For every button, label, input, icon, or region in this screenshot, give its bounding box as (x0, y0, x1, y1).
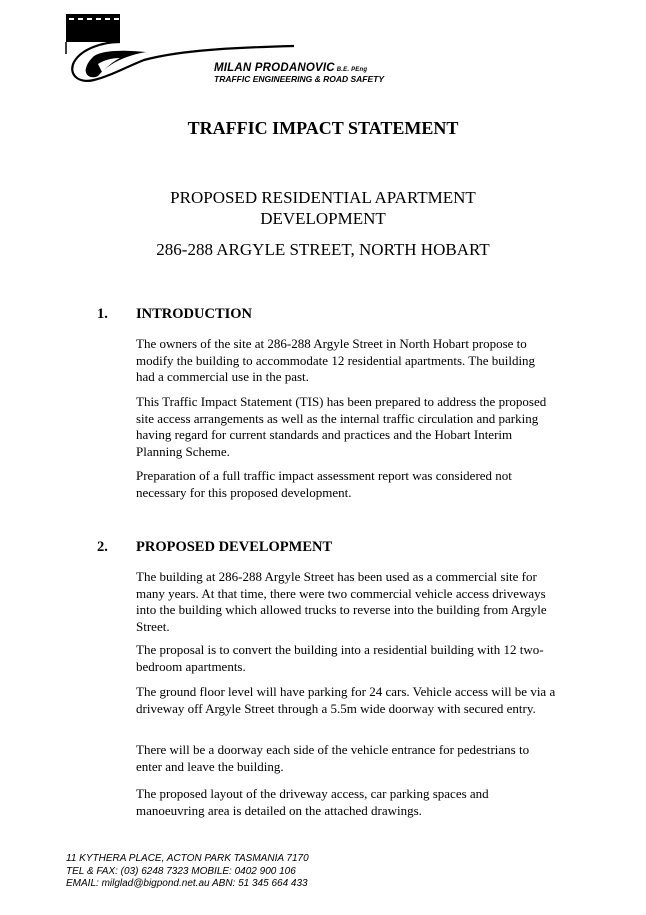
section-2-number: 2. (97, 539, 108, 555)
section-2-paragraph-4: There will be a doorway each side of the vehicle entrance for pedestrians to enter and leave the building. (136, 742, 530, 774)
section-2-heading: PROPOSED DEVELOPMENT (136, 539, 333, 555)
document-subtitle (0, 187, 646, 229)
section-1-paragraph-2: This Traffic Impact Statement (TIS) has been prepared to address the proposed site access arrangements as well as the internal traffic circulation and parking having regard for current standards and practices and the Hobart Interim Planning Scheme. (136, 394, 547, 459)
footer-contact (66, 853, 309, 891)
letterhead-tagline: TRAFFIC ENGINEERING & ROAD SAFETY (214, 74, 385, 84)
site-address: 286-288 ARGYLE STREET, NORTH HOBART (156, 240, 490, 259)
subtitle-line-1: PROPOSED RESIDENTIAL APARTMENT (170, 188, 476, 207)
letterhead-logo (64, 14, 385, 90)
section-1-paragraph-3: Preparation of a full traffic impact assessment report was considered not necessary for this proposed development. (136, 468, 512, 500)
document-title: TRAFFIC IMPACT STATEMENT (187, 118, 459, 138)
footer-email: EMAIL: milglad@bigpond.net.au ABN: 51 345 664 433 (66, 878, 308, 889)
section-2-paragraph-5: The proposed layout of the driveway access, car parking spaces and manoeuvring area is detailed on the attached drawings. (136, 786, 489, 818)
section-2-paragraph-2: The proposal is to convert the building into a residential building with 12 two-bedroom apartments. (136, 642, 544, 674)
footer-phone: TEL & FAX: (03) 6248 7323 MOBILE: 0402 900 106 (66, 865, 296, 877)
letterhead-name-text: MILAN PRODANOVIC (214, 62, 335, 74)
footer-address: 11 KYTHERA PLACE, ACTON PARK TASMANIA 7170 (66, 853, 309, 864)
section-1-number: 1. (97, 306, 108, 322)
letterhead-name (214, 62, 367, 74)
subtitle-line-2: DEVELOPMENT (260, 209, 386, 228)
section-1-paragraph-1: The owners of the site at 286-288 Argyle Street in North Hobart propose to modify the building to accommodate 12 residential apartments. The building had a commercial use in the past. (136, 336, 536, 384)
letterhead-credentials: B.E. PEng (336, 67, 368, 73)
section-2-paragraph-3: The ground floor level will have parking for 24 cars. Vehicle access will be via a driveway off Argyle Street through a 5.5m wide doorway with secured entry. (136, 684, 556, 716)
section-1-heading: INTRODUCTION (136, 306, 253, 322)
section-2-paragraph-1: The building at 286-288 Argyle Street has been used as a commercial site for many years. At that time, there were two commercial vehicle access driveways into the building which allowed trucks to reverse into the building from Argyle Street. (136, 569, 547, 634)
